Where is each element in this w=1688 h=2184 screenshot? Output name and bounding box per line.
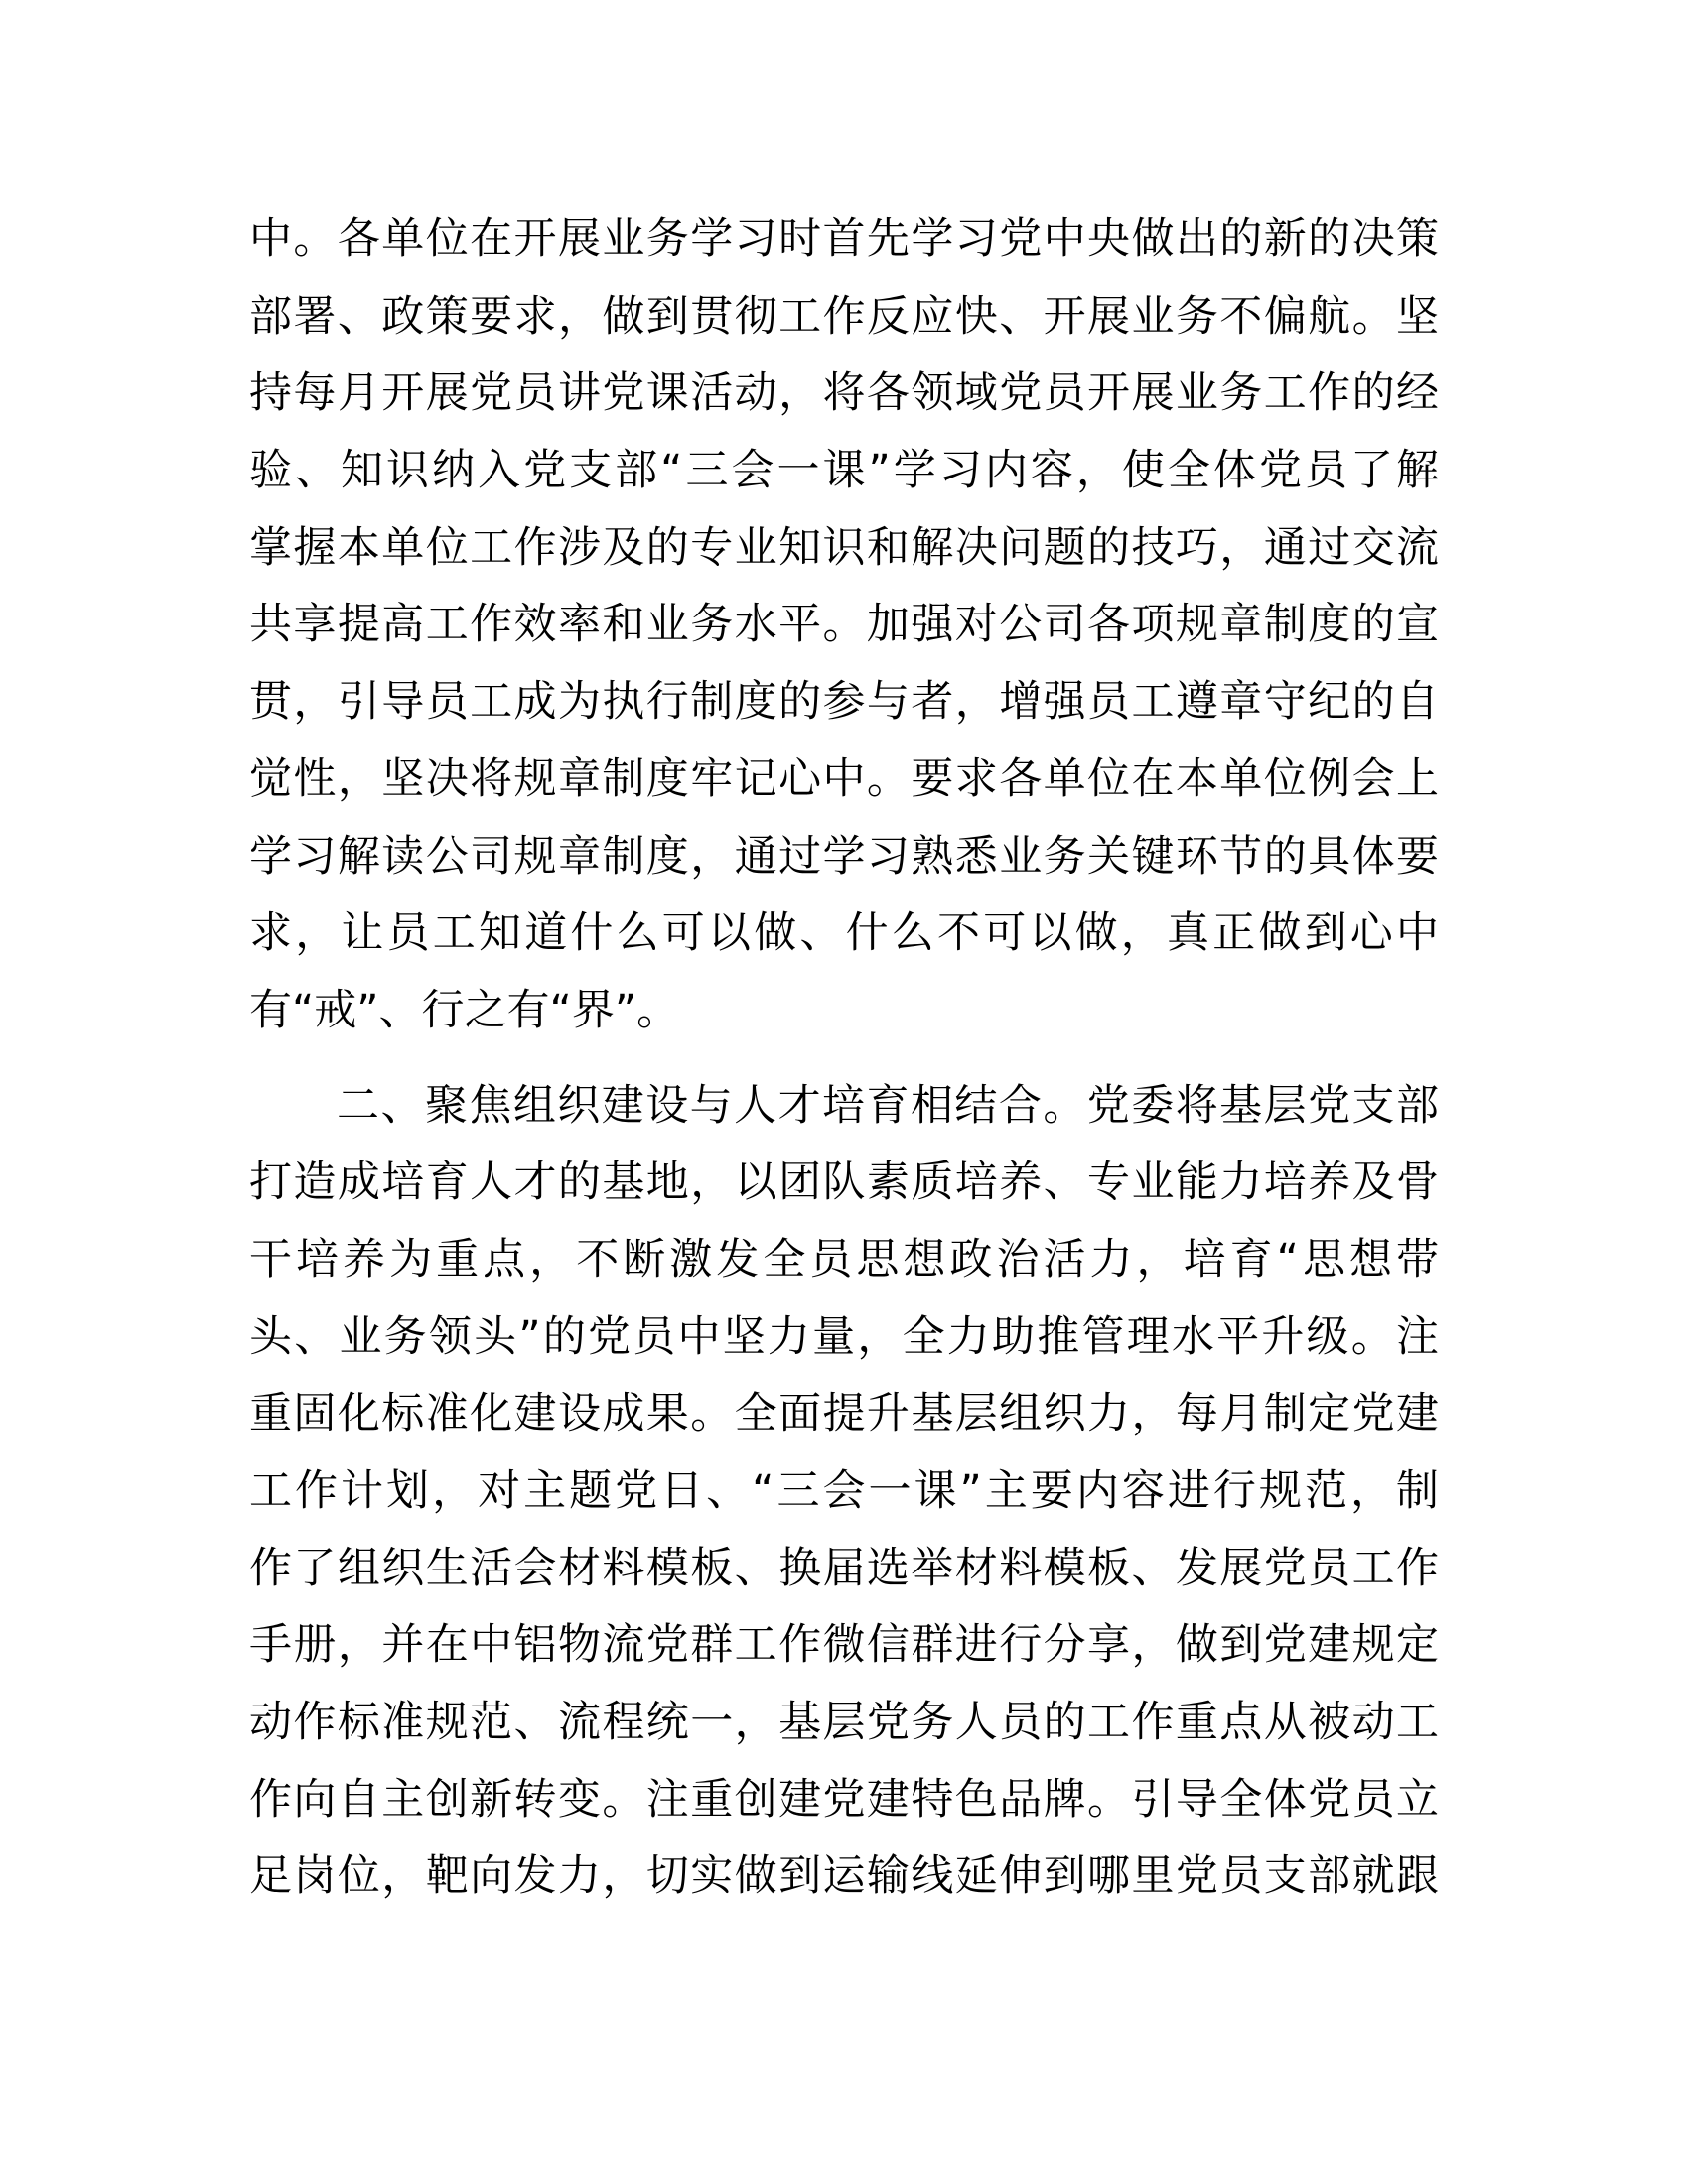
text-line: 共享提高工作效率和业务水平。加强对公司各项规章制度的宣 bbox=[249, 600, 1439, 650]
section-heading-line: 二、聚焦组织建设与人才培育相结合。党委将基层党支部 bbox=[337, 1080, 1439, 1131]
text-line: 干培养为重点，不断激发全员思想政治活力，培育“思想带 bbox=[249, 1234, 1439, 1285]
text-line: 掌握本单位工作涉及的专业知识和解决问题的技巧，通过交流 bbox=[249, 522, 1439, 573]
text-line: 求，让员工知道什么可以做、什么不可以做，真正做到心中 bbox=[249, 908, 1439, 959]
paragraph-2 bbox=[249, 1068, 1439, 1917]
text-line: 打造成培育人才的基地，以团队素质培养、专业能力培养及骨 bbox=[249, 1158, 1439, 1208]
text-line: 作了组织生活会材料模板、换届选举材料模板、发展党员工作 bbox=[249, 1543, 1439, 1593]
text-line: 重固化标准化建设成果。全面提升基层组织力，每月制定党建 bbox=[249, 1389, 1439, 1439]
text-line: 学习解读公司规章制度，通过学习熟悉业务关键环节的具体要 bbox=[249, 831, 1439, 882]
paragraph-1 bbox=[249, 202, 1439, 1050]
text-line: 部署、政策要求，做到贯彻工作反应快、开展业务不偏航。坚 bbox=[249, 291, 1439, 341]
text-line: 动作标准规范、流程统一，基层党务人员的工作重点从被动工 bbox=[249, 1698, 1439, 1748]
document-body bbox=[249, 202, 1439, 1916]
text-line: 持每月开展党员讲党课活动，将各领域党员开展业务工作的经 bbox=[249, 368, 1439, 419]
text-line: 中。各单位在开展业务学习时首先学习党中央做出的新的决策 bbox=[249, 214, 1439, 264]
text-line: 有“戒”、行之有“界”。 bbox=[249, 985, 680, 1035]
text-line: 作向自主创新转变。注重创建党建特色品牌。引导全体党员立 bbox=[249, 1774, 1439, 1825]
text-line: 贯，引导员工成为执行制度的参与者，增强员工遵章守纪的自 bbox=[249, 677, 1439, 728]
text-line: 工作计划，对主题党日、“三会一课”主要内容进行规范，制 bbox=[249, 1466, 1439, 1516]
text-line: 头、业务领头”的党员中坚力量，全力助推管理水平升级。注 bbox=[249, 1311, 1439, 1362]
text-line: 足岗位，靶向发力，切实做到运输线延伸到哪里党员支部就跟 bbox=[249, 1851, 1439, 1902]
text-line: 验、知识纳入党支部“三会一课”学习内容，使全体党员了解 bbox=[249, 446, 1439, 496]
text-line: 手册，并在中铝物流党群工作微信群进行分享，做到党建规定 bbox=[249, 1620, 1439, 1671]
text-line: 觉性，坚决将规章制度牢记心中。要求各单位在本单位例会上 bbox=[249, 753, 1439, 804]
